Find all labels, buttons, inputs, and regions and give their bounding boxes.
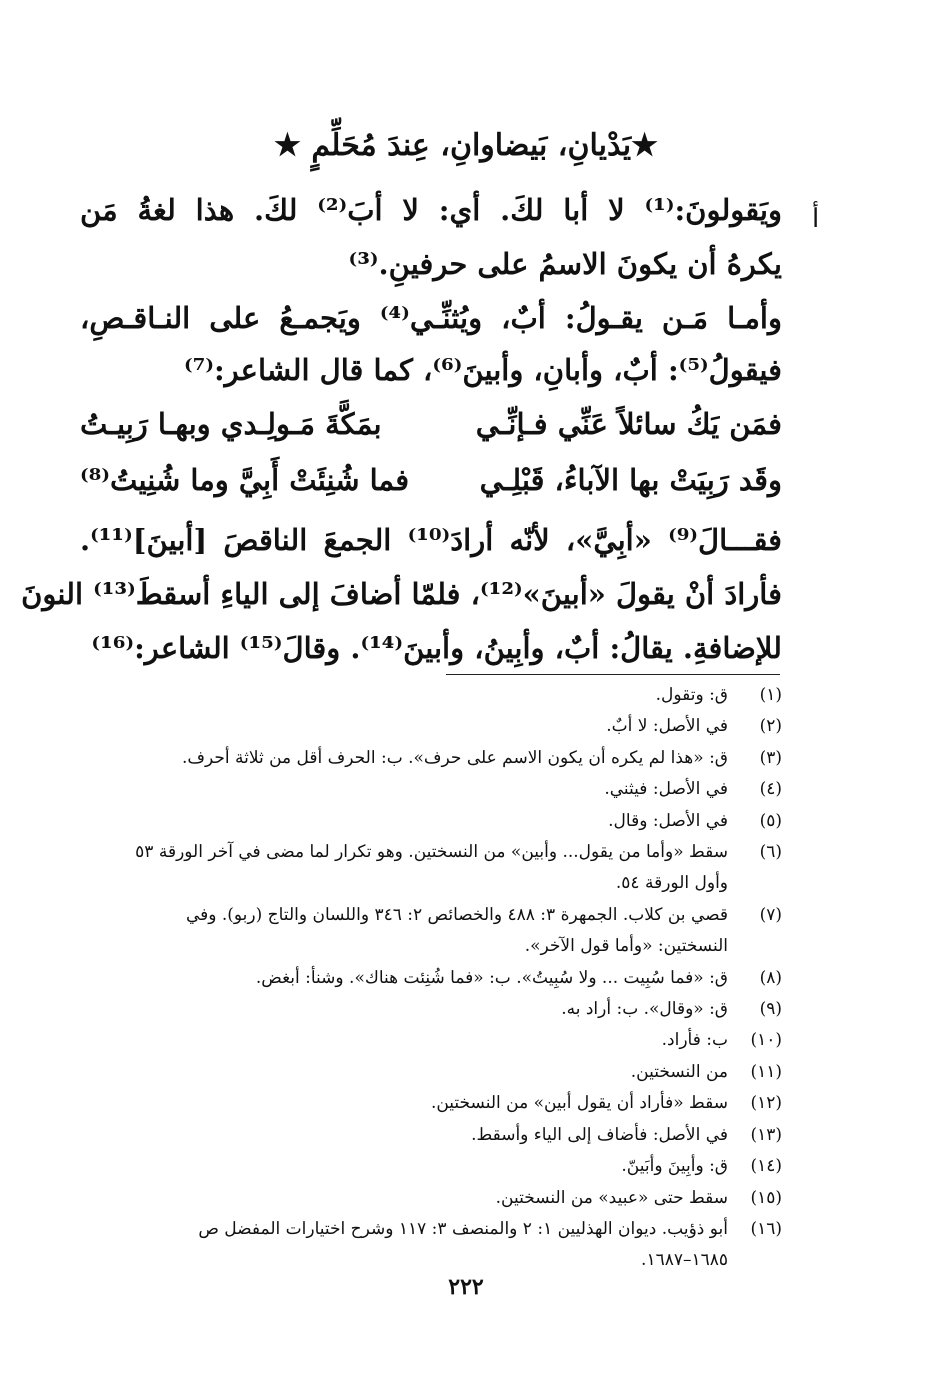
footnote-text: سقط «فأراد أن يقول أبين» من النسختين.: [430, 1093, 728, 1114]
body-line-2: يكرهُ أن يكونَ الاسمُ على حرفينِ.⁽³⁾: [348, 247, 782, 281]
footnote-8: [80, 963, 782, 994]
footnote-text: قصي بن كلاب. الجمهرة ٣: ٤٨٨ والخصائص ٢: ٣٤٦ واللسان والتاج (ربو). وفي: [185, 904, 728, 925]
footnote-text: ق: «هذا لم يكره أن يكون الاسم على حرف». ب: الحرف أقل من ثلاثة أحرف.: [181, 747, 728, 768]
page-number: ٢٢٢: [448, 1274, 484, 1300]
footnote-16-continuation: [80, 1245, 782, 1276]
body-line-7: للإضافةِ. يقالُ: أبٌ، وأبِينُ، وأبينَ⁽¹⁴⁾. وقالَ⁽¹⁵⁾ الشاعر:⁽¹⁶⁾: [91, 631, 782, 665]
margin-folio-mark: أ: [812, 204, 820, 234]
verse-2-first-hemistich: وقَد رَبِيَتْ بها الآباءُ، قَبْلِـي: [479, 463, 782, 497]
footnote-5: [80, 806, 782, 837]
footnote-text: في الأصل: فأضاف إلى الياء وأسقط.: [471, 1124, 728, 1145]
footnote-number: (٩): [759, 999, 782, 1020]
footnote-number: (١٥): [750, 1187, 782, 1208]
footnote-text: ق: «وقال». ب: أراد به.: [561, 999, 728, 1020]
footnote-12: [80, 1088, 782, 1119]
footnote-text: ب: فأراد.: [661, 1030, 728, 1051]
footnote-number: (٥): [759, 810, 782, 831]
footnote-number: (٤): [759, 779, 782, 800]
verse-1-first-hemistich: فمَن يَكُ سائلاً عَنِّي فـإنِّـي: [475, 407, 782, 441]
footnote-2: [80, 711, 782, 742]
footnote-number: (١١): [750, 1061, 782, 1082]
footnotes: [80, 680, 782, 1277]
footnote-text: في الأصل: وقال.: [608, 810, 728, 831]
footnote-text: سقط حتى «عبيد» من النسختين.: [495, 1187, 728, 1208]
footnote-text: وأول الورقة ٥٤.: [615, 873, 728, 894]
footnote-text: ق: «فما سُبِيت ... ولا سُبِيتُ». ب: «فما شُنِئت هناك». وشنأ: أبغض.: [255, 967, 728, 988]
body-line-5: فقـــالَ⁽⁹⁾ «أبِيَّ»، لأنّه أرادَ⁽¹⁰⁾ الجمعَ الناقصَ [أبينَ]⁽¹¹⁾.: [80, 523, 782, 557]
footnote-number: (٧): [759, 904, 782, 925]
verse-1-second-hemistich: بمَكَّةَ مَـولِـدي وبهـا رَبِيـتُ: [80, 407, 382, 441]
footnote-text: النسختين: «وأما قول الآخر».: [524, 936, 728, 957]
footnote-9: [80, 994, 782, 1025]
footnote-10: [80, 1025, 782, 1056]
footnote-6: [80, 837, 782, 868]
section-heading: ★يَدْيانِ، بَيضاوانِ، عِندَ مُحَلِّمٍ ★: [274, 128, 658, 163]
footnote-text: في الأصل: فيثني.: [604, 779, 728, 800]
footnote-number: (١٤): [750, 1156, 782, 1177]
footnote-text: في الأصل: لا أبٌ.: [606, 716, 728, 737]
footnote-number: (٦): [759, 842, 782, 863]
footnote-14: [80, 1151, 782, 1182]
footnote-separator: [446, 674, 780, 675]
footnote-number: (١٠): [750, 1030, 782, 1051]
footnote-3: [80, 743, 782, 774]
footnote-text: ١٦٨٥–١٦٨٧.: [641, 1250, 728, 1271]
footnote-13: [80, 1120, 782, 1151]
footnote-number: (١٣): [750, 1124, 782, 1145]
footnote-11: [80, 1057, 782, 1088]
footnote-number: (١): [759, 685, 782, 705]
footnote-1: [80, 680, 782, 711]
body-line-4: فيقولُ⁽⁵⁾: أبٌ، وأبانِ، وأبينَ⁽⁶⁾، كما قال الشاعر:⁽⁷⁾: [183, 353, 782, 387]
footnote-16: [80, 1214, 782, 1245]
footnote-number: (١٢): [750, 1093, 782, 1114]
verse-2-second-hemistich: فما شُنِئَتْ أَبِيَّ وما شُنِيتُ⁽⁸⁾: [80, 463, 410, 497]
footnote-text: ق: وتقول.: [655, 685, 728, 705]
footnote-number: (٨): [759, 967, 782, 988]
verse-line-2: [80, 460, 782, 500]
footnote-4: [80, 774, 782, 805]
footnote-text: سقط «وأما من يقول... وأبين» من النسختين. وهو تكرار لما مضى في آخر الورقة ٥٣: [135, 842, 728, 863]
footnote-7-continuation: [80, 931, 782, 962]
footnote-text: من النسختين.: [630, 1061, 728, 1082]
footnote-6-continuation: [80, 868, 782, 899]
footnote-text: ق: وأبِينَ وأبَينّ.: [621, 1156, 728, 1177]
footnote-15: [80, 1183, 782, 1214]
footnote-7: [80, 900, 782, 931]
body-line-1: ويَقولونَ:⁽¹⁾ لا أبا لكَ. أي: لا أبَ⁽²⁾ لكَ. هذا لغةُ مَن: [80, 193, 783, 227]
body-line-3: وأمـا مَـن يقـولُ: أبٌ، ويُثنِّـي⁽⁴⁾ ويَجمـعُ على النـاقـصِ،: [80, 301, 782, 335]
verse-line-1: [80, 404, 782, 444]
footnote-number: (١٦): [750, 1218, 782, 1239]
footnote-number: (٣): [759, 747, 782, 768]
footnote-number: (٢): [759, 716, 782, 737]
body-line-6: فأرادَ أنْ يقولَ «أبينَ»⁽¹²⁾، فلمّا أضافَ إلى الياءِ أسقطَ⁽¹³⁾ النونَ: [21, 577, 782, 611]
footnote-text: أبو ذؤيب. ديوان الهذليين ١: ٢ والمنصف ٣: ١١٧ وشرح اختيارات المفضل ص: [198, 1218, 728, 1239]
